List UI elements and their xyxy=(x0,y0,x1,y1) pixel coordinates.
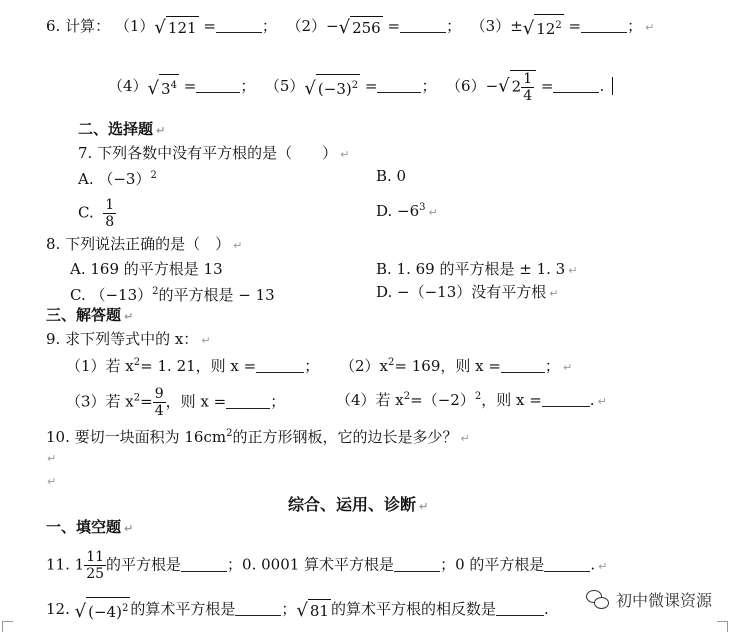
q8-option-d[interactable]: D. −（−13）没有平方根 ↵ xyxy=(376,283,559,301)
sqrt-3-pow4: √ $3^4$ xyxy=(148,74,179,100)
answer-blank[interactable] xyxy=(235,601,281,616)
q8-option-c[interactable]: C. $(-13)^2$的平方根是 − 13 xyxy=(70,286,275,304)
q6-part4-label: （4） xyxy=(108,77,148,95)
equals: = xyxy=(568,17,582,35)
q9-stem: 9. 求下列等式中的 x： ↵ xyxy=(46,330,211,348)
section-center-title: 综合、运用、诊断 ↵ xyxy=(288,495,429,514)
q6-part6-label: （6） xyxy=(446,77,486,95)
q6-part5-label: （5） xyxy=(264,77,305,95)
answer-blank[interactable] xyxy=(553,78,599,93)
section-answer-title: 三、解答题 ↵ xyxy=(46,306,134,324)
q9-part4: （4）若 $x^2=(-2)^2$，则 x = . ↵ xyxy=(336,391,607,409)
minus: − xyxy=(326,17,339,35)
q11: 11. 1 $\frac{11}{25}$ 的平方根是 ；0. 0001 算术平方根是 ；0 的平方根是 . ↵ xyxy=(46,549,608,582)
section-choice-title: 二、选择题 ↵ xyxy=(78,120,166,138)
period: . xyxy=(599,77,605,95)
answer-blank[interactable] xyxy=(226,394,270,409)
sqrt-neg3-squared: √ $(-3)^2$ xyxy=(304,74,360,100)
q6-part1-label: （1） xyxy=(114,17,155,35)
empty-paragraph: ↵ xyxy=(47,452,57,465)
page-corner-marker xyxy=(2,621,13,632)
minus: − xyxy=(485,77,499,95)
answer-blank[interactable] xyxy=(196,78,240,93)
fraction-11-25: $\frac{11}{25}$ xyxy=(86,549,105,582)
q12: 12. √ $(-4)^2$ 的算术平方根是 ；√ 81 的算术平方根的相反数是 . xyxy=(46,597,549,623)
section-fill-title: 一、填空题 ↵ xyxy=(46,518,134,536)
q7-option-c[interactable]: C. $\frac{1}{8}$ xyxy=(78,197,115,230)
q6-part3-label: （3） xyxy=(470,17,511,35)
fraction-1-8: $\frac{1}{8}$ xyxy=(105,197,115,230)
answer-blank[interactable] xyxy=(400,18,446,33)
watermark-text: 初中微课资源 xyxy=(615,591,712,610)
sep: ； xyxy=(627,17,643,35)
q7-option-b[interactable]: B. 0 xyxy=(376,167,407,185)
sqrt-neg4-squared: √ $(-4)^2$ xyxy=(75,597,131,623)
sep: ； xyxy=(240,77,256,95)
fraction: $\frac{1}{4}$ xyxy=(523,71,533,104)
sep: ； xyxy=(261,17,277,35)
sep: ； xyxy=(421,77,437,95)
q8-option-a[interactable]: A. 169 的平方根是 13 xyxy=(70,260,223,278)
plus-minus: ± xyxy=(510,17,523,35)
wechat-icon xyxy=(586,590,610,610)
answer-blank[interactable] xyxy=(544,557,590,572)
equals: = xyxy=(203,17,216,35)
q9-part2: $(2)x^2= 169$，则 x = ； ↵ xyxy=(340,357,573,375)
paragraph-mark: ↵ xyxy=(645,21,655,34)
answer-blank[interactable] xyxy=(581,18,627,33)
q6-part2-label: （2） xyxy=(286,17,327,35)
equals: = xyxy=(540,77,554,95)
q8-option-b[interactable]: B. 1. 69 的平方根是 ± 1. 3 ↵ xyxy=(376,260,578,278)
sqrt-12-squared: √ $12^2$ xyxy=(523,14,564,40)
q6-row2 xyxy=(108,70,618,104)
equals: = xyxy=(183,77,197,95)
answer-blank[interactable] xyxy=(377,78,421,93)
sqrt-mixed-fraction: √ 2 $\frac{1}{4}$ xyxy=(498,70,536,104)
sqrt-121: √ 121 xyxy=(154,16,197,38)
page-corner-marker xyxy=(717,621,728,632)
q7-option-d[interactable]: D. $-6^3$ ↵ xyxy=(376,202,438,220)
answer-blank[interactable] xyxy=(256,358,304,373)
answer-blank[interactable] xyxy=(496,601,544,616)
text-cursor xyxy=(612,77,618,95)
q8-stem: 8. 下列说法正确的是（ ） ↵ xyxy=(46,235,243,253)
sep: ； xyxy=(446,17,462,35)
answer-blank[interactable] xyxy=(181,557,227,572)
answer-blank[interactable] xyxy=(394,557,440,572)
watermark xyxy=(586,588,712,611)
q6-row1 xyxy=(46,14,654,40)
q10: 10. 要切一块面积为 $16cm^2$的正方形钢板，它的边长是多少？ ↵ xyxy=(46,428,470,446)
answer-blank[interactable] xyxy=(501,358,545,373)
sqrt-256: √ 256 xyxy=(338,16,381,38)
q6-number: 6. 计算： xyxy=(46,17,111,35)
answer-blank[interactable] xyxy=(216,18,262,33)
equals: = xyxy=(387,17,401,35)
q7-stem: 7. 下列各数中没有平方根的是（ ） ↵ xyxy=(78,144,350,162)
answer-blank[interactable] xyxy=(542,392,590,407)
empty-paragraph: ↵ xyxy=(47,475,57,488)
sqrt-81: √ 81 xyxy=(296,599,329,621)
fraction-9-4: $\frac{9}{4}$ xyxy=(154,386,164,419)
equals: = xyxy=(364,77,378,95)
q7-option-a[interactable]: A. $(-3)^2$ xyxy=(78,170,157,188)
q9-part3: （3）若 $x^2=$ $\frac{9}{4}$ ，则 x = ； xyxy=(66,386,286,419)
q9-part1: （1）若 $x^2= 1$. 21，则 x = ； xyxy=(66,357,320,375)
